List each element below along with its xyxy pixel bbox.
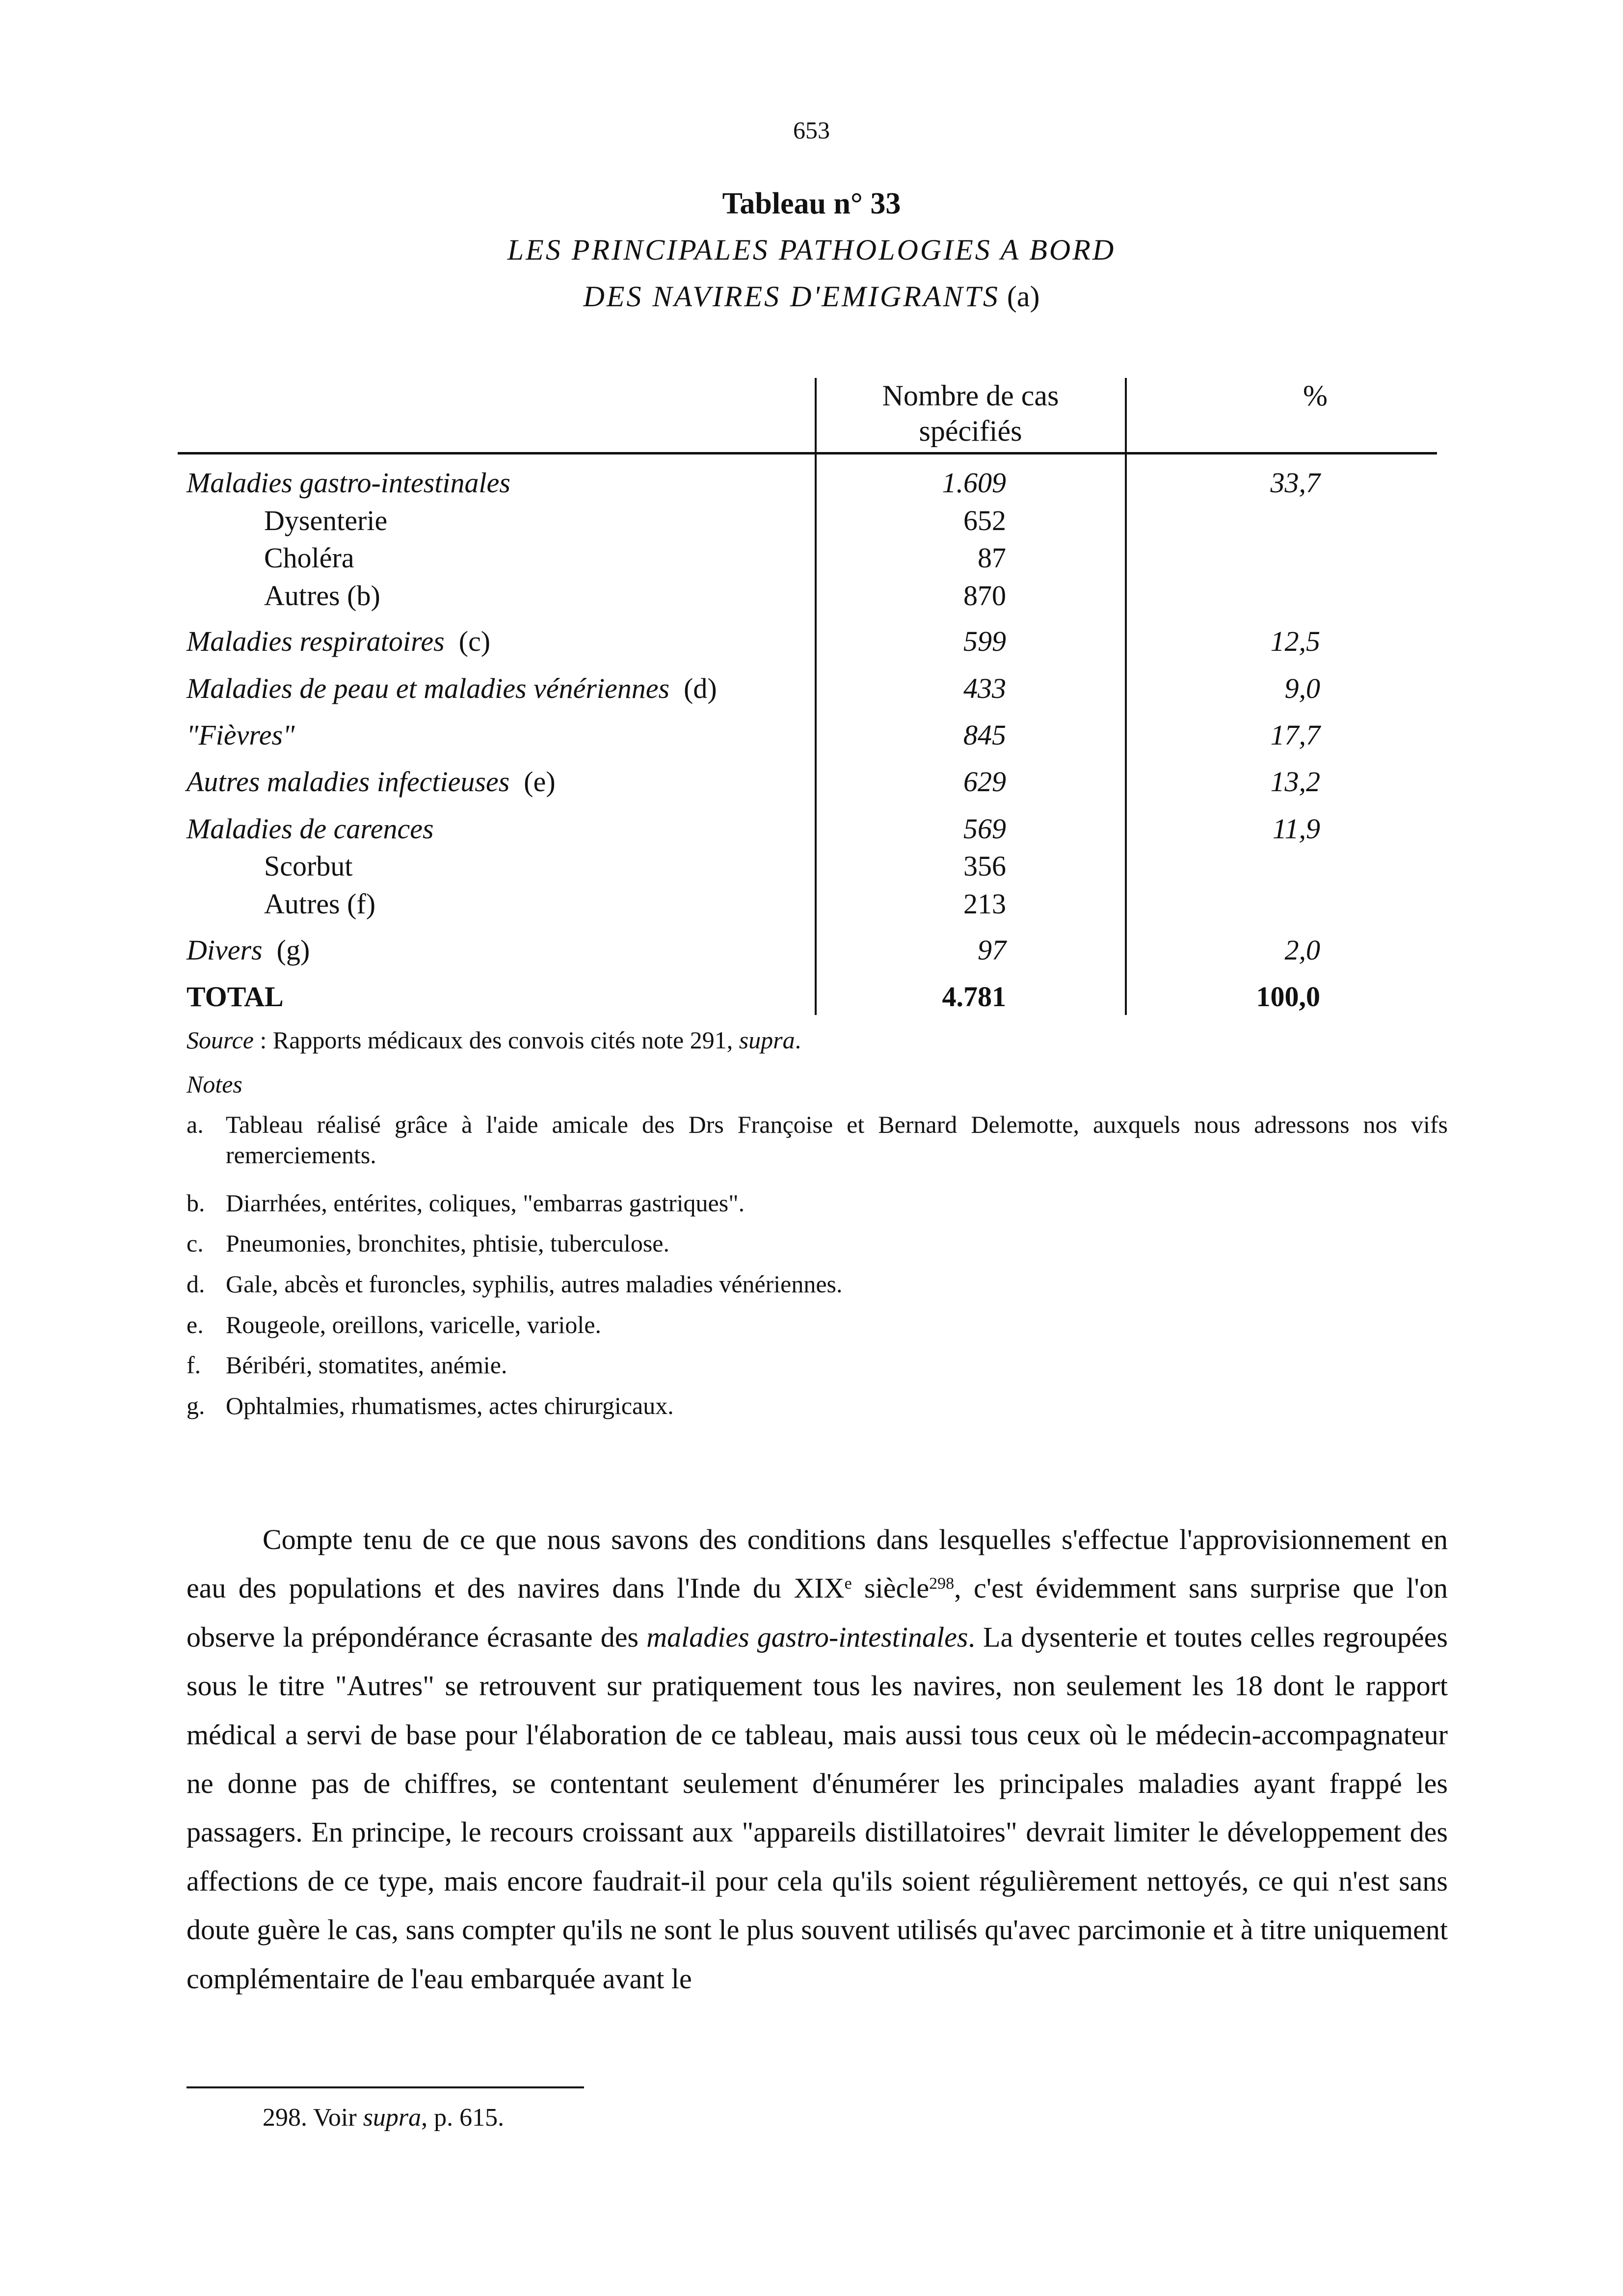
table-cell-percent: 17,7 [1270, 719, 1320, 751]
table-row-label [186, 980, 284, 1013]
note-item [186, 1309, 1448, 1340]
table-row-label [186, 765, 556, 798]
row-label-text: Choléra [264, 542, 354, 574]
source-end: . [795, 1026, 801, 1054]
table-cell-percent: 100,0 [1256, 981, 1320, 1013]
note-item [186, 1350, 1448, 1380]
table-cell-cases: 97 [978, 934, 1006, 966]
body-text-3: , c'est évidemment sans surprise que l'on observe la prépondérance écrasante des [186, 1572, 1448, 1653]
table-row-label [264, 579, 380, 612]
header-percent: % [1303, 379, 1328, 412]
table-cell-cases: 845 [963, 719, 1006, 751]
row-label-note: (b) [347, 580, 380, 612]
table-cell-cases: 652 [963, 505, 1006, 536]
footnote-text: 298. Voir [263, 2104, 363, 2132]
row-label-text: Divers [186, 934, 263, 966]
table-subtitle-line2 [0, 280, 1623, 314]
row-label-text: Maladies gastro-intestinales [186, 467, 510, 499]
body-paragraph [186, 1515, 1448, 2003]
note-letter: g. [186, 1392, 205, 1419]
table-cell-percent: 2,0 [1284, 934, 1320, 966]
table-cell-percent: 13,2 [1270, 766, 1320, 798]
table-cell-cases: 629 [963, 766, 1006, 798]
note-item [186, 1188, 1448, 1218]
note-text: Rougeole, oreillons, varicelle, variole. [226, 1311, 602, 1338]
row-label-note: (e) [524, 766, 556, 798]
row-label-text: Maladies de carences [186, 813, 434, 845]
note-item [186, 1390, 1448, 1421]
note-text: Pneumonies, bronchites, phtisie, tuberculose. [226, 1229, 670, 1257]
body-text-1: Compte tenu de ce que nous savons des conditions dans lesquelles s'effectue l'approvisionnement en eau des populations et des navires dans l'Inde du XIX [186, 1523, 1448, 1604]
notes-heading: Notes [186, 1070, 242, 1098]
page-number: 653 [793, 116, 830, 144]
table-title: Tableau n° 33 [722, 187, 901, 220]
table-row-label [186, 934, 310, 966]
note-item [186, 1109, 1448, 1170]
body-text-4: . La dysenterie et toutes celles regroupées sous le titre "Autres" se retrouvent sur pratiquement tous les navires, non seulement les 18 dont le rapport médical a servi de base pour l'élaboration de ce tableau, mais aussi tous ceux où le médecin-accompagnateur ne donne pas de chiffres, se contentant seulement d'énumérer les principales maladies ayant frappé les passagers. En principe, le recours croissant aux "appareils distillatoires" devrait limiter le développement des affections de ce type, mais encore faudrait-il pour cela qu'ils soient régulièrement nettoyés, ce qui n'est sans doute guère le cas, sans compter qu'ils ne sont le plus souvent utilisés qu'avec parcimonie et à titre uniquement complémentaire de l'eau embarquée avant le [186, 1621, 1448, 1995]
table-row-label [186, 466, 510, 499]
table-row-label [264, 887, 375, 920]
note-letter: e. [186, 1311, 204, 1338]
table-cell-cases: 356 [963, 850, 1006, 882]
row-label-text: Autres [264, 888, 340, 920]
row-label-text: Maladies respiratoires [186, 625, 445, 657]
row-label-text: Autres maladies infectieuses [186, 766, 510, 798]
row-label-text: Maladies de peau et maladies vénériennes [186, 672, 670, 704]
table-source [186, 1026, 801, 1054]
row-label-text: "Fièvres" [186, 719, 295, 751]
row-label-note: (f) [347, 888, 376, 920]
table-cell-cases: 599 [963, 625, 1006, 657]
table-row-label [264, 850, 352, 882]
table-cell-cases: 569 [963, 813, 1006, 845]
table-column-divider-1 [815, 378, 817, 1015]
header-cases-line1: Nombre de cas [882, 379, 1059, 412]
table-subtitle-line1: LES PRINCIPALES PATHOLOGIES A BORD [507, 234, 1116, 266]
note-letter: b. [186, 1189, 205, 1217]
table-cell-percent: 9,0 [1284, 672, 1320, 704]
table-header-rule [178, 452, 1437, 454]
header-cases-line2: spécifiés [919, 415, 1022, 447]
footnote-298 [263, 2103, 504, 2132]
table-cell-percent: 33,7 [1270, 467, 1320, 499]
table-row-label [186, 672, 717, 705]
table-cell-percent: 12,5 [1270, 625, 1320, 657]
source-supra: supra [739, 1026, 795, 1054]
note-text: Ophtalmies, rhumatismes, actes chirurgicaux. [226, 1392, 674, 1419]
row-label-note: (g) [276, 934, 310, 966]
table-cell-percent: 11,9 [1272, 813, 1320, 845]
table-cell-cases: 433 [963, 672, 1006, 704]
table-row-label [186, 625, 490, 658]
note-item [186, 1228, 1448, 1258]
footnote-italic: supra [363, 2104, 422, 2132]
source-text: : Rapports médicaux des convois cités note 291, [254, 1026, 739, 1054]
table-row-label [264, 504, 387, 537]
table-cell-cases: 87 [978, 542, 1006, 574]
note-item [186, 1269, 1448, 1299]
table-cell-cases: 4.781 [942, 981, 1006, 1013]
row-label-text: TOTAL [186, 981, 284, 1013]
table-cell-cases: 1.609 [942, 467, 1006, 499]
table-row-label [186, 812, 434, 845]
note-text: Diarrhées, entérites, coliques, "embarras gastriques". [226, 1189, 745, 1217]
note-letter: f. [186, 1351, 201, 1379]
note-text: Gale, abcès et furoncles, syphilis, autres maladies vénériennes. [226, 1270, 843, 1298]
row-label-note: (c) [458, 625, 491, 657]
table-subtitle-note: (a) [1007, 280, 1040, 313]
table-row-label [264, 541, 354, 574]
table-cell-cases: 213 [963, 888, 1006, 920]
note-text: Béribéri, stomatites, anémie. [226, 1351, 507, 1379]
body-text-2: siècle [851, 1572, 930, 1604]
note-letter: d. [186, 1270, 205, 1298]
footnote-separator [186, 2086, 584, 2088]
row-label-text: Dysenterie [264, 505, 388, 536]
table-column-divider-2 [1125, 378, 1127, 1015]
row-label-note: (d) [684, 672, 717, 704]
footnote-end: , p. 615. [421, 2104, 505, 2132]
note-text: Tableau réalisé grâce à l'aide amicale des Drs Françoise et Bernard Delemotte, auxquels nous adressons nos vifs remerciements. [226, 1111, 1448, 1169]
table-subtitle-text: DES NAVIRES D'EMIGRANTS [583, 280, 1000, 313]
table-row-label [186, 719, 294, 751]
note-letter: a. [186, 1111, 204, 1138]
century-superscript: e [844, 1575, 852, 1593]
table-cell-cases: 870 [963, 580, 1006, 612]
row-label-text: Autres [264, 580, 340, 612]
header-cases [817, 378, 1124, 449]
row-label-text: Scorbut [264, 850, 353, 882]
body-italic: maladies gastro-intestinales [646, 1621, 968, 1653]
note-letter: c. [186, 1229, 204, 1257]
source-label: Source [186, 1026, 254, 1054]
footnote-ref-298: 298 [929, 1575, 955, 1593]
